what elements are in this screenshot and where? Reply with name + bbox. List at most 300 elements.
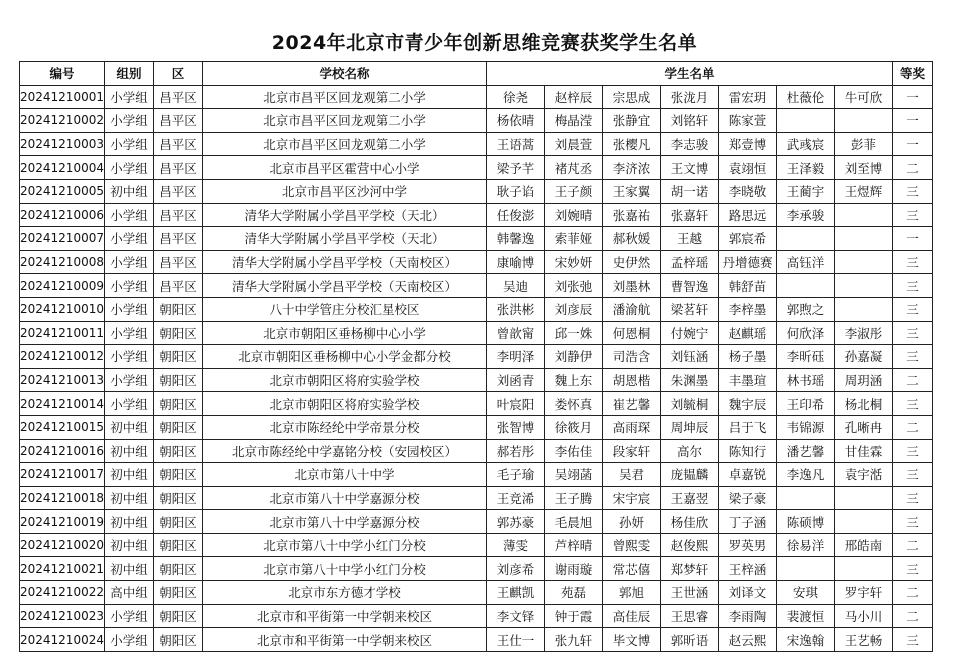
student-name: 芦梓晴 — [544, 533, 602, 557]
student-name: 李梓墨 — [718, 297, 776, 321]
student-name: 梅晶滢 — [544, 109, 602, 133]
row-district: 朝阳区 — [153, 557, 202, 581]
student-name: 赵俊熙 — [660, 533, 718, 557]
header-district: 区 — [153, 62, 202, 86]
row-group: 小学组 — [104, 156, 153, 180]
student-name: 刘静伊 — [544, 345, 602, 369]
student-name: 李佑佳 — [544, 439, 602, 463]
row-group: 初中组 — [104, 533, 153, 557]
student-name: 张九轩 — [544, 628, 602, 652]
student-name: 司浩含 — [602, 345, 660, 369]
student-name: 裴渡恒 — [776, 604, 834, 628]
row-award: 三 — [892, 463, 932, 487]
row-code: 20241210014 — [20, 392, 105, 416]
table-row — [20, 439, 933, 463]
student-name: 梁子豪 — [718, 486, 776, 510]
student-name: 郭煦之 — [776, 297, 834, 321]
row-group: 小学组 — [104, 203, 153, 227]
row-district: 朝阳区 — [153, 415, 202, 439]
student-name: 吴君 — [602, 463, 660, 487]
student-name: 雷宏玥 — [718, 85, 776, 109]
row-award: 三 — [892, 345, 932, 369]
student-name: 王文博 — [660, 156, 718, 180]
row-district: 朝阳区 — [153, 297, 202, 321]
row-group: 小学组 — [104, 368, 153, 392]
student-name: 徐易洋 — [776, 533, 834, 557]
header-students: 学生名单 — [486, 62, 892, 86]
row-code: 20241210011 — [20, 321, 105, 345]
student-name — [776, 109, 834, 133]
row-award: 三 — [892, 203, 932, 227]
student-name: 王印希 — [776, 392, 834, 416]
row-code: 20241210004 — [20, 156, 105, 180]
table-row — [20, 604, 933, 628]
row-award: 三 — [892, 297, 932, 321]
student-name — [834, 227, 892, 251]
student-name: 毛晨旭 — [544, 510, 602, 534]
student-name: 高尔 — [660, 439, 718, 463]
row-school: 北京市昌平区回龙观第二小学 — [202, 132, 486, 156]
row-group: 小学组 — [104, 132, 153, 156]
student-name: 郝若彤 — [486, 439, 544, 463]
table-row — [20, 557, 933, 581]
student-name: 高雨琛 — [602, 415, 660, 439]
row-award: 二 — [892, 156, 932, 180]
student-name: 杨依晴 — [486, 109, 544, 133]
row-district: 朝阳区 — [153, 368, 202, 392]
student-name: 路思远 — [718, 203, 776, 227]
row-code: 20241210006 — [20, 203, 105, 227]
student-name: 叶宸阳 — [486, 392, 544, 416]
student-name: 赵云熙 — [718, 628, 776, 652]
student-name: 吴翊菡 — [544, 463, 602, 487]
student-name: 索菲娅 — [544, 227, 602, 251]
student-name: 王子腾 — [544, 486, 602, 510]
student-name: 陈家萱 — [718, 109, 776, 133]
table-row — [20, 156, 933, 180]
row-district: 昌平区 — [153, 156, 202, 180]
row-code: 20241210017 — [20, 463, 105, 487]
student-name: 吴迪 — [486, 274, 544, 298]
student-name: 段家轩 — [602, 439, 660, 463]
row-group: 小学组 — [104, 345, 153, 369]
row-district: 朝阳区 — [153, 463, 202, 487]
row-code: 20241210022 — [20, 581, 105, 605]
row-group: 小学组 — [104, 321, 153, 345]
student-name: 郭宸希 — [718, 227, 776, 251]
student-name: 薄雯 — [486, 533, 544, 557]
student-name: 罗英男 — [718, 533, 776, 557]
student-name: 邱一姝 — [544, 321, 602, 345]
row-district: 朝阳区 — [153, 628, 202, 652]
student-name: 王麒凯 — [486, 581, 544, 605]
student-name: 曹智逸 — [660, 274, 718, 298]
row-award: 三 — [892, 486, 932, 510]
row-school: 北京市朝阳区将府实验学校 — [202, 368, 486, 392]
student-name — [834, 297, 892, 321]
student-name: 宗思成 — [602, 85, 660, 109]
student-name: 王子颜 — [544, 179, 602, 203]
student-name: 刘毓桐 — [660, 392, 718, 416]
table-row — [20, 297, 933, 321]
row-district: 昌平区 — [153, 132, 202, 156]
row-school: 清华大学附属小学昌平学校（天北） — [202, 203, 486, 227]
student-name: 王竞浠 — [486, 486, 544, 510]
student-name — [776, 274, 834, 298]
student-name: 刘张弛 — [544, 274, 602, 298]
table-row — [20, 392, 933, 416]
student-name: 邢皓南 — [834, 533, 892, 557]
row-group: 小学组 — [104, 274, 153, 298]
row-district: 昌平区 — [153, 227, 202, 251]
row-code: 20241210021 — [20, 557, 105, 581]
student-name: 王仕一 — [486, 628, 544, 652]
student-name: 杜薇伦 — [776, 85, 834, 109]
student-name — [834, 557, 892, 581]
student-name: 袁翊恒 — [718, 156, 776, 180]
student-name: 马小川 — [834, 604, 892, 628]
row-district: 朝阳区 — [153, 486, 202, 510]
row-district: 昌平区 — [153, 203, 202, 227]
student-name: 史伊然 — [602, 250, 660, 274]
row-district: 朝阳区 — [153, 510, 202, 534]
student-name: 王嘉翌 — [660, 486, 718, 510]
student-name: 武彧宸 — [776, 132, 834, 156]
row-award: 二 — [892, 581, 932, 605]
student-name — [834, 510, 892, 534]
student-name: 魏宇辰 — [718, 392, 776, 416]
row-school: 北京市第八十中学嘉源分校 — [202, 486, 486, 510]
row-code: 20241210019 — [20, 510, 105, 534]
row-district: 朝阳区 — [153, 439, 202, 463]
row-school: 清华大学附属小学昌平学校（天北） — [202, 227, 486, 251]
student-name: 何欣泽 — [776, 321, 834, 345]
student-name: 卓嘉锐 — [718, 463, 776, 487]
student-name: 李晓敬 — [718, 179, 776, 203]
row-school: 八十中学管庄分校汇星校区 — [202, 297, 486, 321]
student-name: 付婉宁 — [660, 321, 718, 345]
student-name: 何恩桐 — [602, 321, 660, 345]
student-name: 宋妙妍 — [544, 250, 602, 274]
student-name: 张嘉轩 — [660, 203, 718, 227]
student-name: 郑梦轩 — [660, 557, 718, 581]
student-name: 高钰洋 — [776, 250, 834, 274]
table-row — [20, 227, 933, 251]
student-name: 彭菲 — [834, 132, 892, 156]
row-school: 清华大学附属小学昌平学校（天南校区） — [202, 274, 486, 298]
row-school: 北京市陈经纶中学嘉铭分校（安园校区） — [202, 439, 486, 463]
row-group: 高中组 — [104, 581, 153, 605]
award-table — [19, 61, 933, 652]
row-code: 20241210015 — [20, 415, 105, 439]
row-school: 北京市朝阳区垂杨柳中心小学金都分校 — [202, 345, 486, 369]
row-school: 北京市第八十中学小红门分校 — [202, 533, 486, 557]
student-name: 王思睿 — [660, 604, 718, 628]
student-name: 李志骏 — [660, 132, 718, 156]
student-name: 甘佳霖 — [834, 439, 892, 463]
row-district: 朝阳区 — [153, 321, 202, 345]
row-award: 二 — [892, 415, 932, 439]
student-name: 刘晨萱 — [544, 132, 602, 156]
row-code: 20241210012 — [20, 345, 105, 369]
student-name: 潘艺馨 — [776, 439, 834, 463]
header-group: 组别 — [104, 62, 153, 86]
row-award: 三 — [892, 439, 932, 463]
row-district: 朝阳区 — [153, 604, 202, 628]
row-group: 初中组 — [104, 463, 153, 487]
row-code: 20241210003 — [20, 132, 105, 156]
student-name: 潘渝航 — [602, 297, 660, 321]
row-group: 小学组 — [104, 297, 153, 321]
student-name: 李文铎 — [486, 604, 544, 628]
student-name: 周坤辰 — [660, 415, 718, 439]
row-award: 三 — [892, 250, 932, 274]
student-name: 韦锦源 — [776, 415, 834, 439]
row-district: 朝阳区 — [153, 392, 202, 416]
student-name: 李承骏 — [776, 203, 834, 227]
student-name: 毕文博 — [602, 628, 660, 652]
row-code: 20241210018 — [20, 486, 105, 510]
student-name: 孔晰冉 — [834, 415, 892, 439]
student-name: 郑壹博 — [718, 132, 776, 156]
student-name: 李逸凡 — [776, 463, 834, 487]
table-header-row — [20, 62, 933, 86]
table-row — [20, 463, 933, 487]
row-district: 昌平区 — [153, 109, 202, 133]
student-name: 刘钰涵 — [660, 345, 718, 369]
student-name: 张嘉祐 — [602, 203, 660, 227]
student-name — [776, 557, 834, 581]
row-code: 20241210023 — [20, 604, 105, 628]
student-name: 任俊澎 — [486, 203, 544, 227]
table-row — [20, 486, 933, 510]
student-name — [834, 203, 892, 227]
student-name: 袁宇湉 — [834, 463, 892, 487]
student-name: 苑磊 — [544, 581, 602, 605]
student-name: 王世涵 — [660, 581, 718, 605]
student-name: 吕于飞 — [718, 415, 776, 439]
student-name: 周玥涵 — [834, 368, 892, 392]
student-name: 韩舒苗 — [718, 274, 776, 298]
row-district: 昌平区 — [153, 250, 202, 274]
student-name: 安琪 — [776, 581, 834, 605]
table-row — [20, 250, 933, 274]
table-row — [20, 203, 933, 227]
row-award: 二 — [892, 604, 932, 628]
student-name: 郭旭 — [602, 581, 660, 605]
student-name: 王语蒿 — [486, 132, 544, 156]
row-code: 20241210010 — [20, 297, 105, 321]
row-group: 初中组 — [104, 179, 153, 203]
student-name — [776, 486, 834, 510]
row-group: 小学组 — [104, 85, 153, 109]
row-district: 昌平区 — [153, 85, 202, 109]
student-name: 朱渊墨 — [660, 368, 718, 392]
row-award: 三 — [892, 628, 932, 652]
row-group: 小学组 — [104, 250, 153, 274]
row-school: 北京市东方德才学校 — [202, 581, 486, 605]
row-group: 小学组 — [104, 604, 153, 628]
student-name: 杨北桐 — [834, 392, 892, 416]
student-name: 丁子涵 — [718, 510, 776, 534]
student-name: 王家翼 — [602, 179, 660, 203]
row-award: 三 — [892, 321, 932, 345]
student-name: 郝秋媛 — [602, 227, 660, 251]
student-name: 罗宇轩 — [834, 581, 892, 605]
student-name: 孙嘉凝 — [834, 345, 892, 369]
student-name: 杨子墨 — [718, 345, 776, 369]
table-row — [20, 510, 933, 534]
row-group: 小学组 — [104, 392, 153, 416]
row-award: 一 — [892, 227, 932, 251]
student-name: 张智博 — [486, 415, 544, 439]
student-name: 刘译文 — [718, 581, 776, 605]
row-school: 北京市昌平区回龙观第二小学 — [202, 85, 486, 109]
row-code: 20241210020 — [20, 533, 105, 557]
student-name: 孟梓瑶 — [660, 250, 718, 274]
student-name: 林书瑶 — [776, 368, 834, 392]
row-code: 20241210013 — [20, 368, 105, 392]
row-school: 北京市昌平区霍营中心小学 — [202, 156, 486, 180]
row-award: 三 — [892, 179, 932, 203]
row-district: 昌平区 — [153, 179, 202, 203]
student-name: 丰墨瑄 — [718, 368, 776, 392]
page-title: 2024年北京市青少年创新思维竞赛获奖学生名单 — [271, 32, 698, 54]
student-name: 牛可欣 — [834, 85, 892, 109]
student-name: 张樱凡 — [602, 132, 660, 156]
row-school: 北京市昌平区回龙观第二小学 — [202, 109, 486, 133]
student-name: 李济浓 — [602, 156, 660, 180]
student-name: 曾熙雯 — [602, 533, 660, 557]
student-name: 宋逸翰 — [776, 628, 834, 652]
row-district: 朝阳区 — [153, 345, 202, 369]
row-award: 三 — [892, 274, 932, 298]
row-award: 一 — [892, 85, 932, 109]
student-name: 徐尧 — [486, 85, 544, 109]
header-award: 等奖 — [892, 62, 932, 86]
student-name: 李雨陶 — [718, 604, 776, 628]
row-school: 北京市第八十中学 — [202, 463, 486, 487]
student-name: 王艺畅 — [834, 628, 892, 652]
student-name: 胡恩楷 — [602, 368, 660, 392]
student-name: 刘墨林 — [602, 274, 660, 298]
row-school: 北京市昌平区沙河中学 — [202, 179, 486, 203]
row-district: 朝阳区 — [153, 581, 202, 605]
row-award: 三 — [892, 557, 932, 581]
student-name: 张静宜 — [602, 109, 660, 133]
row-code: 20241210007 — [20, 227, 105, 251]
student-name: 王梓涵 — [718, 557, 776, 581]
row-school: 北京市和平街第一中学朝来校区 — [202, 604, 486, 628]
table-row — [20, 581, 933, 605]
student-name: 刘婉晴 — [544, 203, 602, 227]
student-name — [834, 250, 892, 274]
student-name: 李昕砡 — [776, 345, 834, 369]
student-name: 李明泽 — [486, 345, 544, 369]
row-school: 北京市和平街第一中学朝来校区 — [202, 628, 486, 652]
row-award: 二 — [892, 368, 932, 392]
student-name: 郭昕语 — [660, 628, 718, 652]
row-code: 20241210008 — [20, 250, 105, 274]
table-row — [20, 345, 933, 369]
row-school: 北京市朝阳区将府实验学校 — [202, 392, 486, 416]
student-name: 刘函青 — [486, 368, 544, 392]
table-row — [20, 321, 933, 345]
table-row — [20, 85, 933, 109]
student-name: 崔艺馨 — [602, 392, 660, 416]
student-name: 毛子瑜 — [486, 463, 544, 487]
student-name: 张洪彬 — [486, 297, 544, 321]
table-row — [20, 368, 933, 392]
row-school: 北京市陈经纶中学帝景分校 — [202, 415, 486, 439]
row-code: 20241210002 — [20, 109, 105, 133]
row-group: 小学组 — [104, 227, 153, 251]
row-group: 初中组 — [104, 510, 153, 534]
student-name: 陈知行 — [718, 439, 776, 463]
row-school: 北京市朝阳区垂杨柳中心小学 — [202, 321, 486, 345]
student-name: 张泷月 — [660, 85, 718, 109]
table-row — [20, 628, 933, 652]
table-row — [20, 533, 933, 557]
student-name: 刘彦希 — [486, 557, 544, 581]
row-group: 小学组 — [104, 628, 153, 652]
row-group: 初中组 — [104, 439, 153, 463]
student-name: 刘铭轩 — [660, 109, 718, 133]
student-name — [834, 109, 892, 133]
row-award: 一 — [892, 109, 932, 133]
student-name: 王泽毅 — [776, 156, 834, 180]
student-name: 梁茗轩 — [660, 297, 718, 321]
row-group: 小学组 — [104, 109, 153, 133]
student-name: 孙妍 — [602, 510, 660, 534]
table-row — [20, 415, 933, 439]
student-name: 耿子谄 — [486, 179, 544, 203]
student-name: 郭苏豪 — [486, 510, 544, 534]
row-school: 北京市第八十中学小红门分校 — [202, 557, 486, 581]
student-name: 常芯僖 — [602, 557, 660, 581]
student-name: 钟于霞 — [544, 604, 602, 628]
row-award: 三 — [892, 510, 932, 534]
table-row — [20, 109, 933, 133]
student-name: 刘彦辰 — [544, 297, 602, 321]
student-name: 赵梓辰 — [544, 85, 602, 109]
student-name: 庞韫麟 — [660, 463, 718, 487]
student-name: 谢雨璇 — [544, 557, 602, 581]
row-code: 20241210024 — [20, 628, 105, 652]
student-name: 胡一诺 — [660, 179, 718, 203]
header-school: 学校名称 — [202, 62, 486, 86]
row-code: 20241210005 — [20, 179, 105, 203]
row-group: 初中组 — [104, 415, 153, 439]
student-name: 刘至博 — [834, 156, 892, 180]
table-row — [20, 274, 933, 298]
student-name: 曾歆甯 — [486, 321, 544, 345]
student-name: 康喻博 — [486, 250, 544, 274]
student-name: 丹增德赛 — [718, 250, 776, 274]
row-group: 初中组 — [104, 557, 153, 581]
row-code: 20241210001 — [20, 85, 105, 109]
row-award: 二 — [892, 533, 932, 557]
table-body — [20, 85, 933, 651]
row-district: 昌平区 — [153, 274, 202, 298]
row-group: 初中组 — [104, 486, 153, 510]
student-name: 韩馨逸 — [486, 227, 544, 251]
student-name: 褚芃丞 — [544, 156, 602, 180]
student-name: 娄怀真 — [544, 392, 602, 416]
student-name: 徐筱月 — [544, 415, 602, 439]
student-name: 赵麒瑶 — [718, 321, 776, 345]
student-name: 杨佳欣 — [660, 510, 718, 534]
